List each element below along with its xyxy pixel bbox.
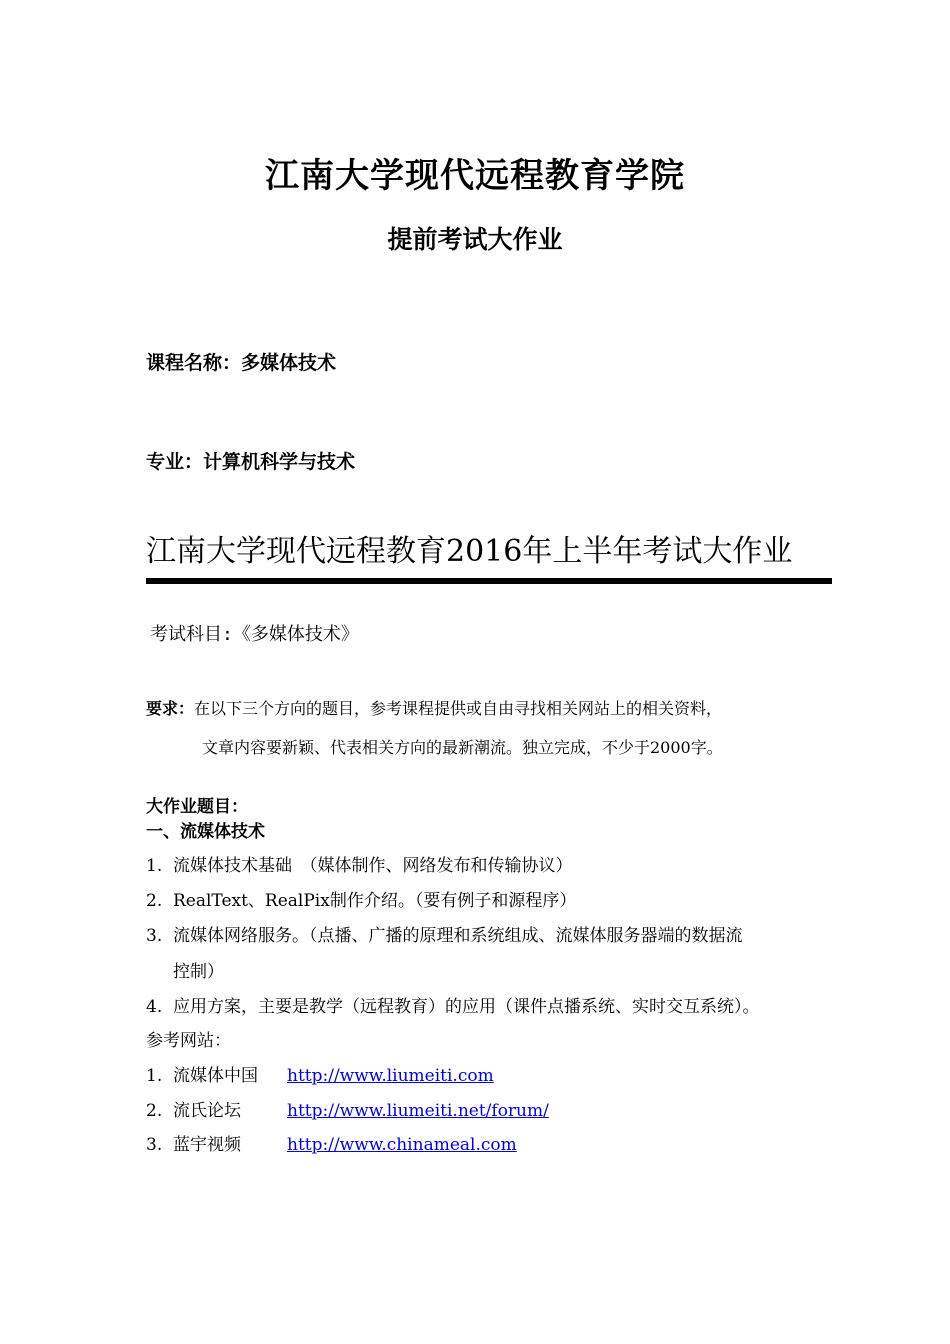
reference-number: 1.: [146, 1066, 163, 1086]
requirements-label: 要求：: [146, 699, 195, 718]
reference-number: 3.: [146, 1135, 163, 1155]
reference-link[interactable]: http://www.liumeiti.net/forum/: [287, 1101, 549, 1121]
topic-text: 应用方案，主要是教学（远程教育）的应用（课件点播系统、实时交互系统）。: [173, 997, 760, 1017]
topic-number: 1.: [146, 856, 163, 876]
topic-text-continuation: 控制）: [173, 962, 224, 982]
reference-name: 流氏论坛: [173, 1101, 241, 1121]
assignment-type-title: 提前考试大作业: [387, 225, 563, 254]
topic-text: 流媒体网络服务。（点播、广播的原理和系统组成、流媒体服务器端的数据流: [173, 926, 743, 946]
course-name-line: 课程名称：多媒体技术: [146, 352, 337, 374]
reference-item: [146, 1130, 517, 1155]
topic-number: 2.: [146, 891, 163, 911]
reference-name: 流媒体中国: [173, 1066, 258, 1086]
requirements-line-2: 文章内容要新颖、代表相关方向的最新潮流。独立完成，不少于2000字。: [202, 738, 723, 757]
references-title: 参考网站：: [146, 1031, 231, 1051]
reference-link[interactable]: http://www.liumeiti.com: [287, 1066, 494, 1086]
topic-text: RealText、RealPix制作介绍。（要有例子和源程序）: [173, 891, 577, 911]
reference-number: 2.: [146, 1101, 163, 1121]
topic-number: 3.: [146, 926, 163, 946]
topic-item: [146, 886, 576, 911]
reference-item: [146, 1096, 549, 1121]
exam-heading: 江南大学现代远程教育2016年上半年考试大作业: [146, 534, 793, 569]
topic-text: 流媒体技术基础 （媒体制作、网络发布和传输协议）: [173, 856, 573, 876]
topic-number: 4.: [146, 997, 163, 1017]
topics-title: 大作业题目：: [146, 797, 248, 817]
exam-subject-line: 考试科目:《多媒体技术》: [150, 624, 359, 645]
requirements-text-1: 在以下三个方向的题目，参考课程提供或自由寻找相关网站上的相关资料，: [194, 699, 723, 718]
section-heading-streaming: 一、流媒体技术: [146, 822, 265, 842]
reference-name: 蓝宇视频: [173, 1135, 241, 1155]
major-line: 专业：计算机科学与技术: [146, 451, 356, 473]
topic-item: [146, 921, 743, 946]
reference-item: [146, 1061, 494, 1086]
institution-title: 江南大学现代远程教育学院: [265, 156, 685, 196]
reference-link[interactable]: http://www.chinameal.com: [287, 1135, 517, 1155]
topic-item: [146, 992, 760, 1017]
topic-item: [146, 851, 573, 876]
heading-divider: [146, 578, 832, 584]
requirements-line-1: [146, 696, 722, 719]
